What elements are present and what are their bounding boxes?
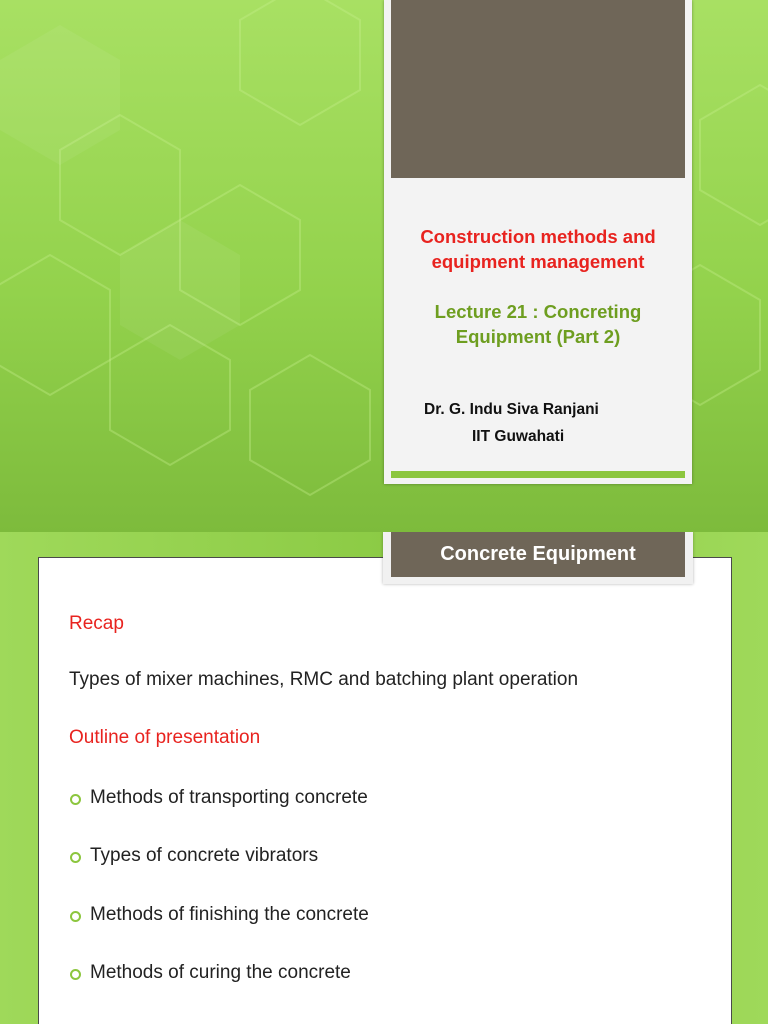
outline-heading: Outline of presentation [69,727,261,748]
title-card [384,0,692,484]
bullet-text: Methods of finishing the concrete [90,904,369,925]
title-image-placeholder [391,0,685,178]
slide-header-title: Concrete Equipment [391,532,685,577]
content-box [38,557,732,1024]
lecture-title-line2: Equipment (Part 2) [455,326,621,347]
slide-header-tab [383,532,693,584]
bullet-circle-icon [70,911,81,922]
course-title-line2: equipment management [431,251,645,272]
accent-bar [391,471,685,478]
bullet-circle-icon [70,852,81,863]
institution-name: IIT Guwahati [472,428,565,445]
author-name: Dr. G. Indu Siva Ranjani [424,401,599,418]
course-title-line1: Construction methods and [420,226,656,247]
content-slide [0,532,768,1024]
course-title [384,224,692,274]
lecture-title-line1: Lecture 21 : Concreting [434,301,642,322]
bullet-text: Methods of curing the concrete [90,962,351,983]
recap-text: Types of mixer machines, RMC and batching plant operation [69,669,579,690]
recap-heading: Recap [69,613,124,634]
lecture-title [384,299,692,349]
bullet-circle-icon [70,794,81,805]
bullet-text: Methods of transporting concrete [90,787,368,808]
bullet-text: Types of concrete vibrators [90,845,319,866]
bullet-circle-icon [70,969,81,980]
